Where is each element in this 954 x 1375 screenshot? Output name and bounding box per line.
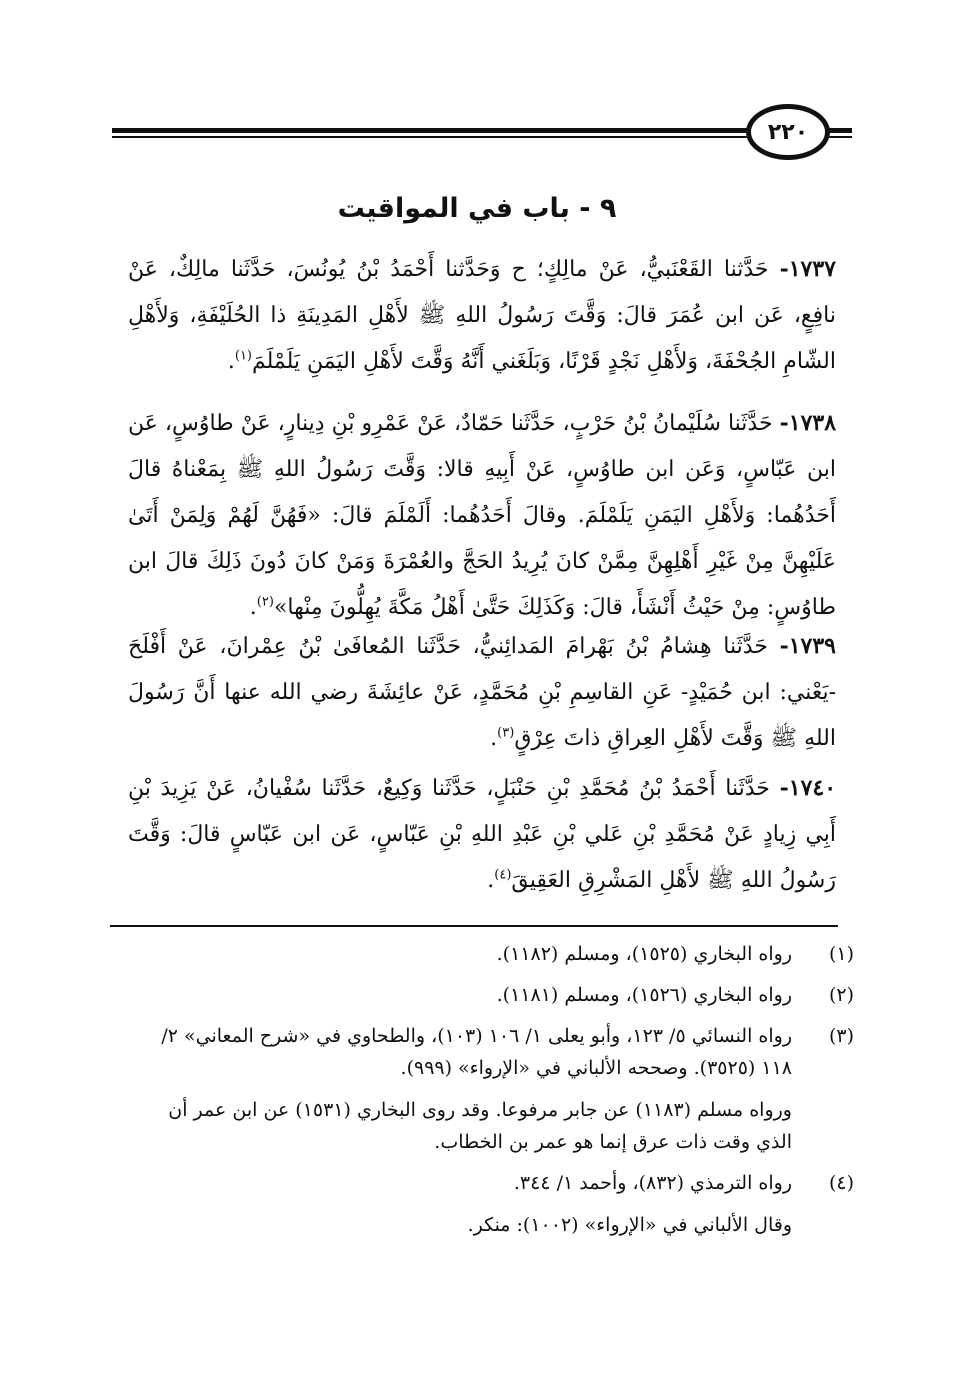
hadith-paragraph <box>128 765 836 904</box>
hadith-paragraph <box>128 623 836 762</box>
hadith-paragraph <box>128 400 836 631</box>
hadith-number: ١٧٣٧- <box>779 256 836 282</box>
footnotes <box>128 938 854 1250</box>
hadith-end: . <box>490 726 498 751</box>
footnote-ref: (٢) <box>256 594 274 610</box>
footnote-item <box>128 1020 854 1158</box>
hadith-text: حَدَّثَنا هِشامُ بْنُ بَهْرامَ المَدائِنيُّ، حَدَّثَنا المُعافَىٰ بْنُ عِمْرانَ، عَنْ أَفْلَحَ -يَعْني: ابن حُمَيْدٍ- عَنِ القاسِمِ بْنِ مُحَمَّدٍ، عَنْ عائِشَةَ رضي الله عنها أَنَّ رَسُولَ اللهِ ﷺ وَقَّتَ لأَهْلِ العِراقِ ذاتَ عِرْقٍ <box>128 634 836 751</box>
footnote-number: (٤) <box>828 1172 854 1194</box>
footnote-ref: (٤) <box>494 867 512 883</box>
footnote-text: رواه الترمذي (٨٣٢)، وأحمد ١/ ٣٤٤. <box>513 1172 792 1194</box>
hadith-text: حَدَّثَنا سُلَيْمانُ بْنُ حَرْبٍ، حَدَّثَنا حَمّادٌ، عَنْ عَمْرِو بْنِ دِينارٍ، عَنْ طاوُسٍ، عَن ابن عَبّاسٍ، وَعَن ابن طاوُسٍ، عَنْ أَبِيهِ قالا: وَقَّتَ رَسُولُ اللهِ ﷺ بِمَعْناهُ قالَ أَحَدُهُما: وَلأَهْلِ اليَمَنِ يَلَمْلَمَ. وقالَ أَحَدُهُما: أَلَمْلَمَ قالَ: «فَهُنَّ لَهُمْ وَلِمَنْ أَتَىٰ عَلَيْهِنَّ مِنْ غَيْرِ أَهْلِهِنَّ مِمَّنْ كانَ يُرِيدُ الحَجَّ والعُمْرَةَ وَمَنْ كانَ دُونَ ذَلِكَ قالَ ابن طاوُسٍ: مِنْ حَيْثُ أَنْشَأَ، قالَ: وَكَذَلِكَ حَتَّىٰ أَهْلُ مَكَّةَ يُهِلُّونَ مِنْها» <box>128 411 836 620</box>
footnote-text: ورواه مسلم (١١٨٣) عن جابر مرفوعا. وقد روى البخاري (١٥٣١) عن ابن عمر أن الذي وقت ذات عرق إنما هو عمر بن الخطاب. <box>168 1099 792 1153</box>
footnote-item <box>128 979 854 1011</box>
hadith-number: ١٧٣٨- <box>779 410 837 436</box>
hadith-end: . <box>227 349 235 374</box>
header-rule-thick <box>112 128 852 133</box>
footnote-text: وقال الألباني في «الإرواء» (١٠٠٢): منكر. <box>467 1214 792 1236</box>
footnote-item <box>128 938 854 970</box>
header-rule-thin <box>112 136 852 138</box>
footnote-item <box>128 1167 854 1241</box>
page-header <box>112 100 852 164</box>
hadith-end: . <box>487 868 495 893</box>
footnote-text: رواه البخاري (١٥٢٦)، ومسلم (١١٨١). <box>496 984 792 1006</box>
hadith-text: حَدَّثنا القَعْنَبيُّ، عَنْ مالِكٍ؛ ح وَحَدَّثنا أَحْمَدُ بْنُ يُونُسَ، حَدَّثَنا مالِكٌ، عَنْ نافِعٍ، عَن ابن عُمَرَ قالَ: وَقَّتَ رَسُولُ اللهِ ﷺ لأَهْلِ المَدِينَةِ ذا الحُلَيْفَةِ، وَلأَهْلِ الشّامِ الجُحْفَةَ، وَلأَهْلِ نَجْدٍ قَرْنًا، وَبَلَغَني أَنَّهُ وَقَّتَ لأَهْلِ اليَمَنِ يَلَمْلَمَ <box>128 257 836 374</box>
footnote-number: (٢) <box>828 984 854 1006</box>
chapter-title: ٩ - باب في المواقيت <box>337 193 617 224</box>
footnote-text: رواه البخاري (١٥٢٥)، ومسلم (١١٨٢). <box>496 943 792 965</box>
hadith-number: ١٧٣٩- <box>779 633 836 659</box>
footnote-ref: (٣) <box>497 725 515 741</box>
page-number-badge <box>746 104 830 160</box>
hadith-number: ١٧٤٠- <box>779 775 837 801</box>
footnote-number: (٣) <box>828 1025 854 1047</box>
hadith-paragraph <box>128 246 836 385</box>
footnote-text: رواه النسائي ٥/ ١٢٣، وأبو يعلى ١/ ١٠٦ (١٠٣)، والطحاوي في «شرح المعاني» ٢/ ١١٨ (٣٥٢٥). وصححه الألباني في «الإرواء» (٩٩٩). <box>161 1025 792 1079</box>
footnote-separator <box>110 925 838 927</box>
hadith-text: حَدَّثَنا أَحْمَدُ بْنُ مُحَمَّدِ بْنِ حَنْبَلٍ، حَدَّثَنا وَكِيعٌ، حَدَّثَنا سُفْيانُ، عَنْ يَزِيدَ بْنِ أَبِي زِيادٍ عَنْ مُحَمَّدِ بْنِ عَلي بْنِ عَبْدِ اللهِ بْنِ عَبّاسٍ، عَن ابن عَبّاسٍ قالَ: وَقَّتَ رَسُولُ اللهِ ﷺ لأَهْلِ المَشْرِقِ العَقِيقَ <box>128 776 836 893</box>
footnote-number: (١) <box>828 943 854 965</box>
hadith-end: . <box>249 595 257 620</box>
page-number: ٢٢٠ <box>767 119 809 145</box>
footnote-ref: (١) <box>234 348 252 364</box>
